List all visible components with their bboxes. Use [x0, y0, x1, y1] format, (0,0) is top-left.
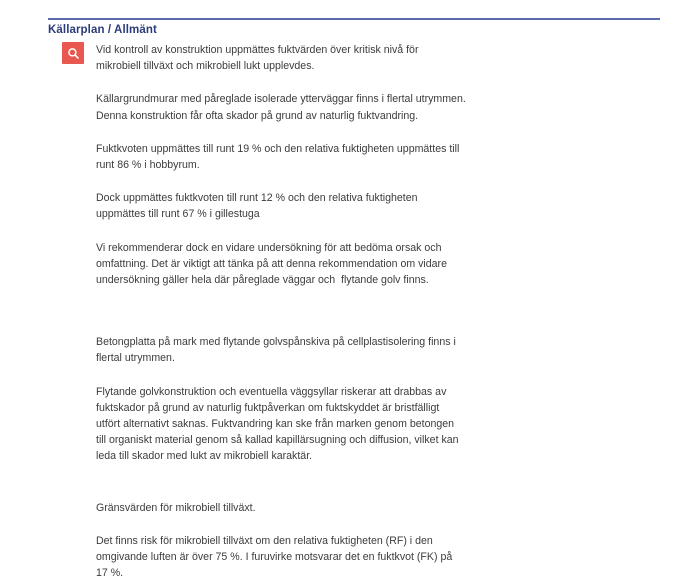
paragraph-spacer [96, 223, 466, 240]
paragraph-7: Flytande golvkonstruktion och eventuella väggsyllar riskerar att drabbas av fuktskador på grund av naturlig fuktpåverkan om fuktskyddet är bristfälligt utfört alternativt saknas. Fuktvandring kan ske från marken genom betongen till organiskt material genom så kallad kapillärsugning och diffusion, vilket kan leda till skador med lukt av mikrobiell karaktär. [96, 385, 462, 463]
paragraph-4: Dock uppmättes fuktkvoten till runt 12 % och den relativa fuktigheten uppmättes till runt 67 % i gillestuga [96, 192, 421, 221]
paragraph-spacer [96, 74, 466, 91]
paragraph-2: Källargrundmurar med påreglade isolerade ytterväggar finns i flertal utrymmen. Denna konstruktion får ofta skador på grund av naturlig fuktvandring. [96, 93, 466, 122]
paragraph-spacer [96, 516, 466, 533]
paragraph-1: Vid kontroll av konstruktion uppmättes fuktvärden över kritisk nivå för mikrobiell tillväxt och mikrobiell lukt upplevdes. [96, 44, 422, 73]
paragraph-spacer [96, 367, 466, 384]
paragraph-9: Det finns risk för mikrobiell tillväxt om den relativa fuktigheten (RF) i den omgivande luften är över 75 %. I furuvirke motsvarar det en fuktkvot (FK) på 17 %. [96, 534, 456, 580]
paragraph-3: Fuktkvoten uppmättes till runt 19 % och den relativa fuktigheten uppmättes till runt 86 % i hobbyrum. [96, 142, 463, 172]
page-title: Källarplan / Allmänt [48, 24, 157, 36]
paragraph-8: Gränsvärden för mikrobiell tillväxt. [96, 501, 256, 514]
paragraph-spacer [96, 288, 466, 334]
paragraph-6: Betongplatta på mark med flytande golvspånskiva på cellplastisolering finns i flertal utrymmen. [96, 336, 459, 365]
document-body [96, 42, 466, 581]
search-icon [62, 42, 84, 64]
header-divider [48, 18, 660, 20]
paragraph-spacer [96, 173, 466, 190]
paragraph-spacer [96, 465, 466, 500]
paragraph-5: Vi rekommenderar dock en vidare undersökning för att bedöma orsak och omfattning. Det är viktigt att tänka på att denna rekommendation om vidare undersökning gäller hela där påreglade väggar och flytande golv finns. [96, 241, 450, 287]
paragraph-spacer [96, 124, 466, 141]
